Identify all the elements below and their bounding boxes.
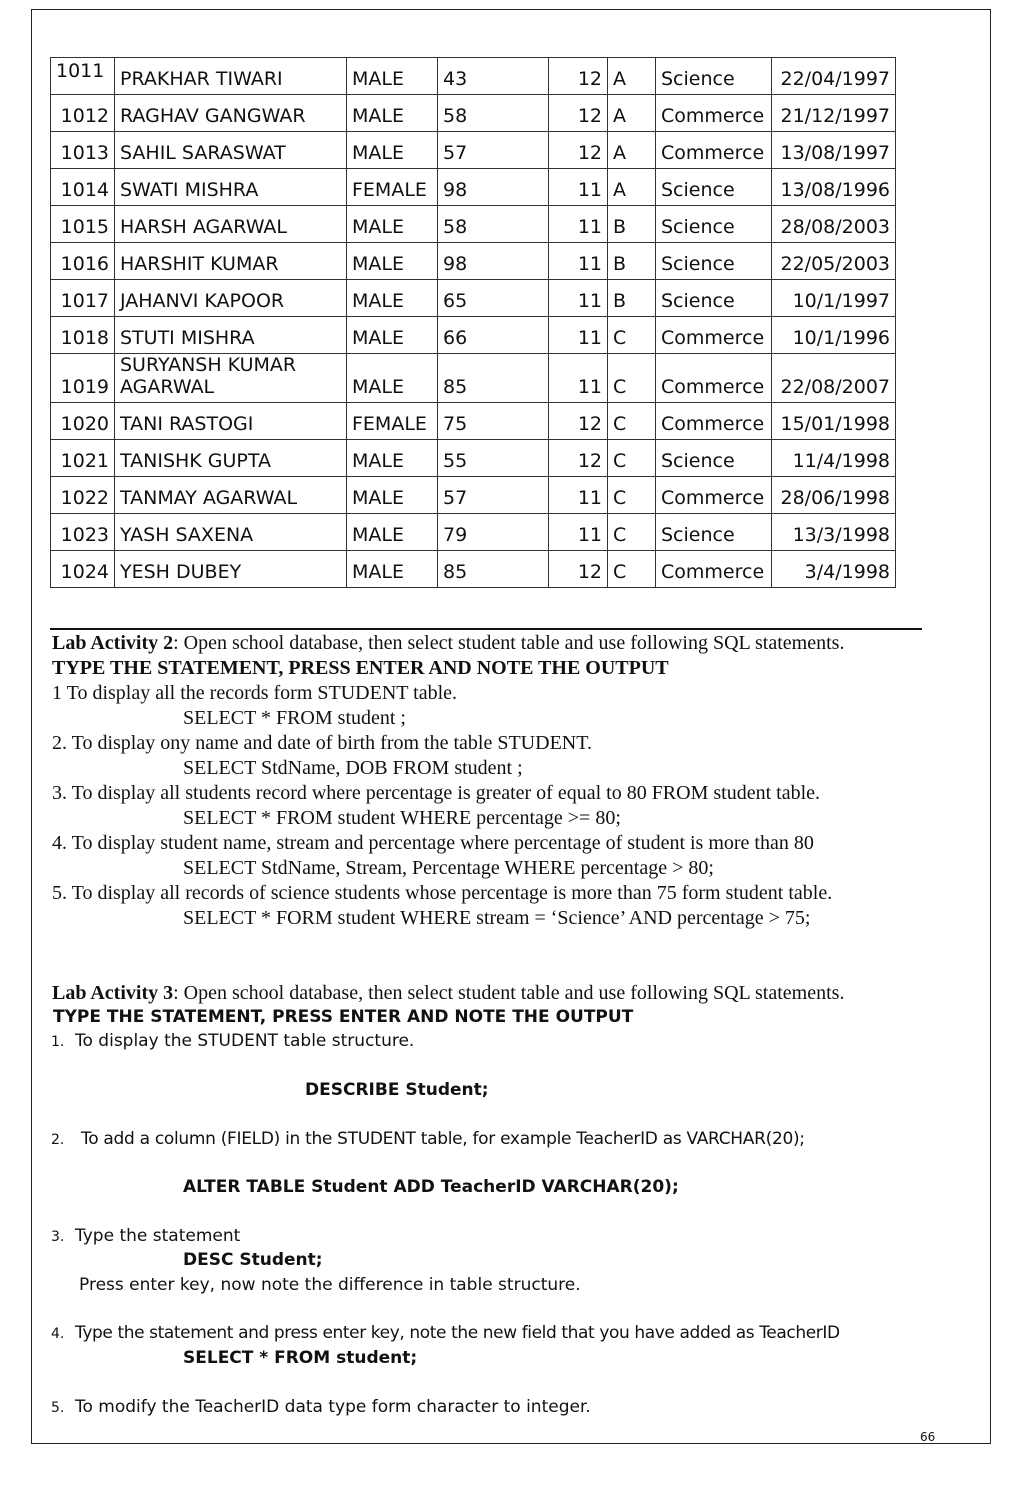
lab3-item-2-num: 2.: [51, 1132, 65, 1148]
cell-dob: 13/08/1996: [772, 169, 896, 206]
cell-class: 11: [549, 206, 608, 243]
cell-class: 11: [549, 354, 608, 403]
cell-dob: 11/4/1998: [772, 440, 896, 477]
cell-gender: MALE: [347, 551, 438, 588]
cell-dob: 22/05/2003: [772, 243, 896, 280]
cell-stream: Commerce: [656, 317, 772, 354]
lab3-item-4: [51, 1323, 840, 1343]
table-row: [51, 354, 896, 403]
cell-percentage: 55: [438, 440, 549, 477]
lab3-item-3-code: DESC Student;: [183, 1250, 323, 1270]
cell-percentage: 75: [438, 403, 549, 440]
cell-stream: Science: [656, 169, 772, 206]
cell-gender: MALE: [347, 243, 438, 280]
cell-section: B: [608, 280, 656, 317]
cell-dob: 10/1/1996: [772, 317, 896, 354]
cell-student-name: TANI RASTOGI: [115, 403, 347, 440]
cell-stream: Commerce: [656, 551, 772, 588]
lab3-item-4-num: 4.: [51, 1326, 65, 1342]
cell-dob: 13/3/1998: [772, 514, 896, 551]
lab3-item-3-note: Press enter key, now note the difference in table structure.: [79, 1275, 581, 1295]
table-row: [51, 551, 896, 588]
cell-percentage: 85: [438, 354, 549, 403]
cell-student-name: JAHANVI KAPOOR: [115, 280, 347, 317]
cell-student-name: HARSH AGARWAL: [115, 206, 347, 243]
cell-stream: Science: [656, 440, 772, 477]
cell-section: B: [608, 206, 656, 243]
cell-gender: MALE: [347, 132, 438, 169]
cell-percentage: 98: [438, 243, 549, 280]
lab3-instruction: TYPE THE STATEMENT, PRESS ENTER AND NOTE THE OUTPUT: [53, 1007, 634, 1027]
cell-dob: 28/06/1998: [772, 477, 896, 514]
cell-gender: MALE: [347, 514, 438, 551]
lab2-item-2-text: 2. To display ony name and date of birth from the table STUDENT.: [52, 732, 592, 754]
lab3-item-5-num: 5.: [51, 1400, 65, 1416]
cell-gender: MALE: [347, 206, 438, 243]
cell-student-name: TANMAY AGARWAL: [115, 477, 347, 514]
table-row: [51, 280, 896, 317]
cell-student-name: STUTI MISHRA: [115, 317, 347, 354]
cell-student-name: YESH DUBEY: [115, 551, 347, 588]
lab2-item-1-code: SELECT * FROM student ;: [183, 707, 406, 729]
cell-percentage: 43: [438, 58, 549, 95]
cell-class: 12: [549, 551, 608, 588]
cell-class: 11: [549, 317, 608, 354]
table-row: [51, 514, 896, 551]
cell-roll-no: 1023: [51, 514, 115, 551]
cell-class: 12: [549, 58, 608, 95]
cell-roll-no: 1014: [51, 169, 115, 206]
cell-class: 12: [549, 403, 608, 440]
cell-class: 12: [549, 440, 608, 477]
lab3-intro: : Open school database, then select student table and use following SQL statements.: [173, 982, 845, 1004]
cell-stream: Science: [656, 514, 772, 551]
cell-percentage: 58: [438, 95, 549, 132]
lab3-item-3-text: Type the statement: [75, 1226, 241, 1246]
lab3-item-2: [51, 1129, 805, 1149]
table-row: [51, 95, 896, 132]
lab2-item-1-text: 1 To display all the records form STUDENT table.: [52, 682, 457, 704]
cell-roll-no: 1017: [51, 280, 115, 317]
table-row: [51, 206, 896, 243]
lab2-intro: : Open school database, then select student table and use following SQL statements.: [173, 632, 845, 654]
lab2-item-5-code: SELECT * FORM student WHERE stream = ‘Science’ AND percentage > 75;: [183, 907, 811, 929]
lab3-item-1-code: DESCRIBE Student;: [305, 1080, 489, 1100]
cell-class: 12: [549, 95, 608, 132]
lab2-item-4-text: 4. To display student name, stream and percentage where percentage of student is more than 80: [52, 832, 814, 854]
lab2-intro-line: [52, 631, 844, 656]
cell-student-name: PRAKHAR TIWARI: [115, 58, 347, 95]
cell-class: 11: [549, 477, 608, 514]
cell-dob: 21/12/1997: [772, 95, 896, 132]
cell-section: C: [608, 514, 656, 551]
cell-dob: 22/08/2007: [772, 354, 896, 403]
lab3-item-4-text: Type the statement and press enter key, note the new field that you have added as TeacherID: [75, 1323, 840, 1343]
table-row: [51, 169, 896, 206]
cell-dob: 13/08/1997: [772, 132, 896, 169]
cell-section: C: [608, 477, 656, 514]
lab3-item-3: [51, 1226, 240, 1246]
cell-stream: Commerce: [656, 477, 772, 514]
cell-section: A: [608, 169, 656, 206]
cell-student-name: SWATI MISHRA: [115, 169, 347, 206]
cell-percentage: 98: [438, 169, 549, 206]
lab2-item-3-text: 3. To display all students record where percentage is greater of equal to 80 FROM student table.: [52, 782, 821, 804]
cell-gender: MALE: [347, 440, 438, 477]
lab3-item-3-num: 3.: [51, 1229, 65, 1245]
cell-dob: 28/08/2003: [772, 206, 896, 243]
cell-percentage: 58: [438, 206, 549, 243]
lab2-item-5-text: 5. To display all records of science students whose percentage is more than 75 form student table.: [52, 882, 833, 904]
lab3-item-5: [51, 1397, 591, 1417]
cell-percentage: 65: [438, 280, 549, 317]
cell-gender: FEMALE: [347, 403, 438, 440]
cell-student-name: RAGHAV GANGWAR: [115, 95, 347, 132]
cell-student-name: TANISHK GUPTA: [115, 440, 347, 477]
table-row: [51, 477, 896, 514]
table-row: [51, 132, 896, 169]
cell-stream: Commerce: [656, 403, 772, 440]
lab2-item-4-code: SELECT StdName, Stream, Percentage WHERE percentage > 80;: [183, 857, 714, 879]
lab3-heading: Lab Activity 3: [52, 982, 174, 1004]
cell-roll-no: 1016: [51, 243, 115, 280]
cell-gender: MALE: [347, 477, 438, 514]
cell-section: B: [608, 243, 656, 280]
cell-stream: Science: [656, 206, 772, 243]
cell-class: 11: [549, 243, 608, 280]
cell-stream: Science: [656, 58, 772, 95]
cell-stream: Commerce: [656, 132, 772, 169]
cell-roll-no: 1024: [51, 551, 115, 588]
cell-roll-no: 1021: [51, 440, 115, 477]
cell-stream: Science: [656, 243, 772, 280]
table-row: [51, 317, 896, 354]
cell-class: 12: [549, 132, 608, 169]
cell-class: 11: [549, 169, 608, 206]
cell-class: 11: [549, 280, 608, 317]
cell-roll-no: 1013: [51, 132, 115, 169]
cell-percentage: 85: [438, 551, 549, 588]
section-divider: [50, 628, 922, 630]
lab2-item-3-code: SELECT * FROM student WHERE percentage >= 80;: [183, 807, 621, 829]
lab3-item-4-code: SELECT * FROM student;: [183, 1348, 418, 1368]
cell-section: C: [608, 317, 656, 354]
cell-percentage: 57: [438, 477, 549, 514]
lab3-intro-line: [52, 981, 844, 1006]
cell-roll-no: 1020: [51, 403, 115, 440]
lab3-item-2-code: ALTER TABLE Student ADD TeacherID VARCHAR(20);: [183, 1177, 679, 1197]
cell-section: A: [608, 132, 656, 169]
cell-percentage: 66: [438, 317, 549, 354]
cell-stream: Commerce: [656, 95, 772, 132]
cell-section: A: [608, 58, 656, 95]
cell-student-name: YASH SAXENA: [115, 514, 347, 551]
cell-dob: 22/04/1997: [772, 58, 896, 95]
cell-roll-no: 1015: [51, 206, 115, 243]
cell-gender: MALE: [347, 95, 438, 132]
lab3-item-2-text: To add a column (FIELD) in the STUDENT table, for example TeacherID as VARCHAR(20);: [81, 1129, 805, 1149]
student-records-table: [50, 57, 896, 588]
cell-gender: MALE: [347, 354, 438, 403]
lab2-instruction: TYPE THE STATEMENT, PRESS ENTER AND NOTE THE OUTPUT: [52, 657, 669, 679]
table-row: [51, 58, 896, 95]
cell-section: C: [608, 551, 656, 588]
cell-stream: Commerce: [656, 354, 772, 403]
lab2-heading: Lab Activity 2: [52, 632, 174, 654]
cell-section: A: [608, 95, 656, 132]
table-row: [51, 243, 896, 280]
cell-section: C: [608, 403, 656, 440]
lab3-item-1-num: 1.: [51, 1034, 65, 1050]
cell-roll-no: 1019: [51, 354, 115, 403]
cell-roll-no: 1018: [51, 317, 115, 354]
cell-gender: MALE: [347, 317, 438, 354]
cell-dob: 15/01/1998: [772, 403, 896, 440]
lab2-item-2-code: SELECT StdName, DOB FROM student ;: [183, 757, 523, 779]
cell-section: C: [608, 354, 656, 403]
lab3-item-5-text: To modify the TeacherID data type form character to integer.: [75, 1397, 591, 1417]
lab3-item-1-text: To display the STUDENT table structure.: [75, 1031, 415, 1051]
cell-class: 11: [549, 514, 608, 551]
cell-roll-no: 1022: [51, 477, 115, 514]
cell-roll-no: 1012: [51, 95, 115, 132]
cell-gender: MALE: [347, 280, 438, 317]
cell-percentage: 79: [438, 514, 549, 551]
cell-roll-no: 1011: [51, 58, 115, 95]
cell-student-name: SAHIL SARASWAT: [115, 132, 347, 169]
page-number: 66: [920, 1430, 936, 1444]
cell-student-name: HARSHIT KUMAR: [115, 243, 347, 280]
cell-stream: Science: [656, 280, 772, 317]
lab3-item-1: [51, 1031, 414, 1051]
cell-dob: 3/4/1998: [772, 551, 896, 588]
table-row: [51, 440, 896, 477]
cell-student-name: SURYANSH KUMAR AGARWAL: [115, 354, 347, 403]
cell-gender: MALE: [347, 58, 438, 95]
cell-percentage: 57: [438, 132, 549, 169]
cell-section: C: [608, 440, 656, 477]
cell-gender: FEMALE: [347, 169, 438, 206]
table-row: [51, 403, 896, 440]
cell-dob: 10/1/1997: [772, 280, 896, 317]
